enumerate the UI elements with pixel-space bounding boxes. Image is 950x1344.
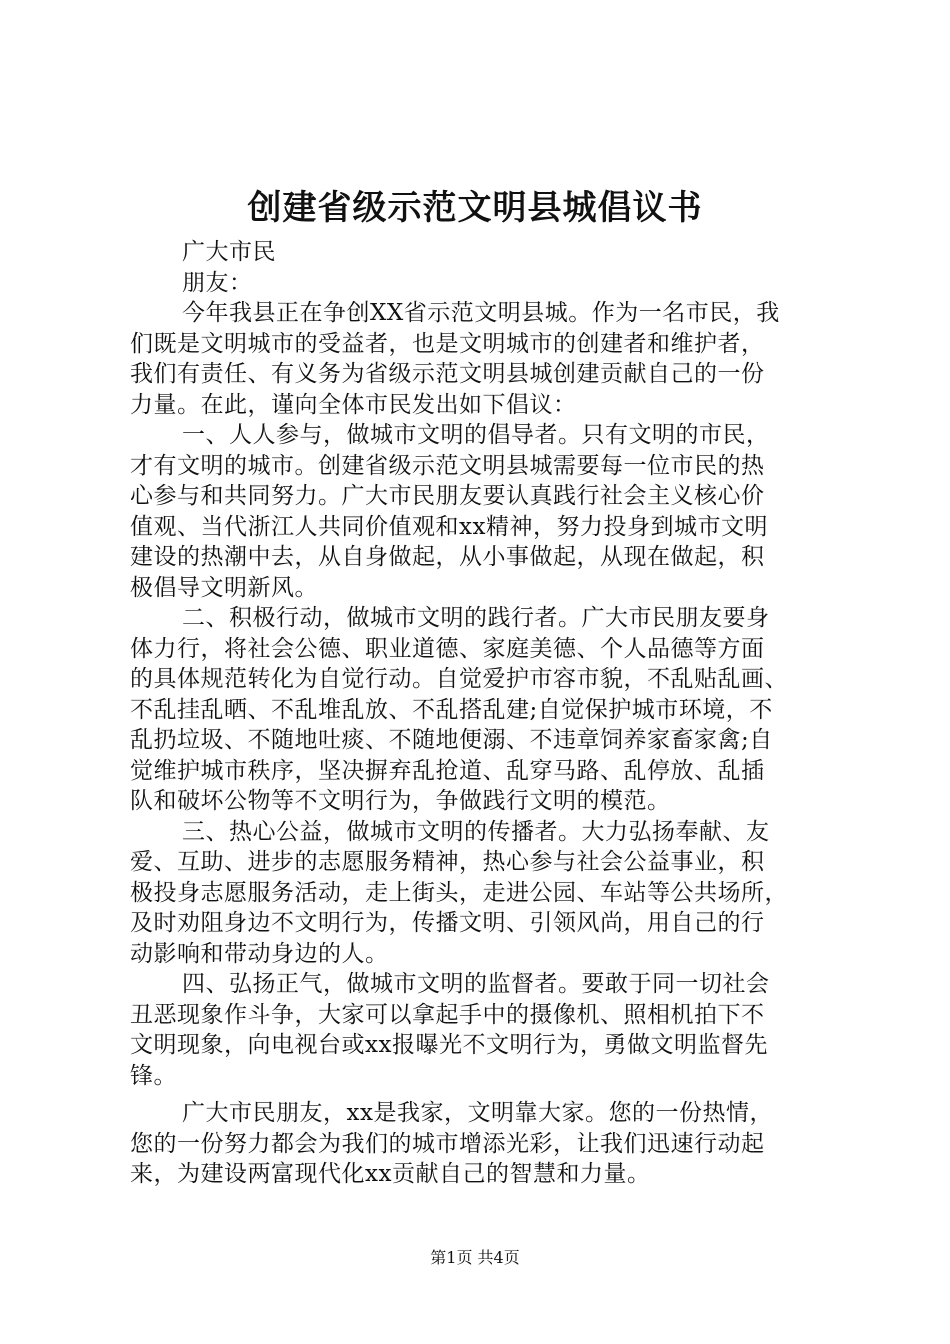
paragraph-line: 们既是文明城市的受益者，也是文明城市的创建者和维护者，	[130, 330, 765, 357]
paragraph-line: 觉维护城市秩序，坚决摒弃乱抢道、乱穿马路、乱停放、乱插	[130, 757, 765, 784]
paragraph-line: 乱扔垃圾、不随地吐痰、不随地便溺、不违章饲养家畜家禽;自	[130, 727, 773, 753]
paragraph-line: 四、弘扬正气，做城市文明的监督者。要敢于同一切社会	[182, 971, 770, 997]
paragraph-line: 我们有责任、有义务为省级示范文明县城创建贡献自己的一份	[130, 361, 765, 387]
paragraph-line: 极投身志愿服务活动，走上街头，走进公园、车站等公共场所，	[130, 879, 788, 906]
paragraph-line: 心参与和共同努力。广大市民朋友要认真践行社会主义核心价	[130, 483, 765, 509]
paragraph-line: 队和破坏公物等不文明行为，争做践行文明的模范。	[130, 788, 671, 814]
paragraph-line: 文明现象，向电视台或xx报曝光不文明行为，勇做文明监督先	[130, 1032, 768, 1058]
greeting-line: 朋友：	[182, 269, 253, 296]
paragraph-line: 的具体规范转化为自觉行动。自觉爱护市容市貌，不乱贴乱画、	[130, 666, 788, 692]
paragraph-line: 三、热心公益，做城市文明的传播者。大力弘扬奉献、友	[182, 818, 770, 845]
paragraph-line: 极倡导文明新风。	[130, 574, 318, 601]
paragraph-line: 动影响和带动身边的人。	[130, 940, 389, 967]
greeting-line: 广大市民	[182, 239, 276, 265]
paragraph-line: 力量。在此，谨向全体市民发出如下倡议：	[130, 391, 577, 418]
paragraph-line: 二、积极行动，做城市文明的践行者。广大市民朋友要身	[182, 605, 770, 631]
paragraph-line: 建设的热潮中去，从自身做起，从小事做起，从现在做起，积	[130, 544, 765, 570]
paragraph-line: 丑恶现象作斗争，大家可以拿起手中的摄像机、照相机拍下不	[130, 1001, 765, 1028]
paragraph-line: 一、人人参与，做城市文明的倡导者。只有文明的市民，	[182, 422, 770, 448]
paragraph-line: 来，为建设两富现代化xx贡献自己的智慧和力量。	[130, 1161, 651, 1187]
paragraph-line: 不乱挂乱晒、不乱堆乱放、不乱搭乱建;自觉保护城市环境，不	[130, 696, 773, 723]
page-number-footer: 第1页 共4页	[430, 1248, 520, 1267]
paragraph-line: 今年我县正在争创XX省示范文明县城。作为一名市民，我	[182, 300, 780, 326]
paragraph-line: 值观、当代浙江人共同价值观和xx精神，努力投身到城市文明	[130, 513, 768, 540]
paragraph-line: 才有文明的城市。创建省级示范文明县城需要每一位市民的热	[130, 452, 765, 479]
paragraph-line: 体力行，将社会公德、职业道德、家庭美德、个人品德等方面	[130, 635, 765, 662]
document-title: 创建省级示范文明县城倡议书	[247, 188, 703, 228]
paragraph-line: 爱、互助、进步的志愿服务精神，热心参与社会公益事业，积	[130, 849, 765, 875]
paragraph-line: 您的一份努力都会为我们的城市增添光彩，让我们迅速行动起	[130, 1130, 765, 1157]
document-body	[130, 237, 830, 1190]
paragraph-line: 及时劝阻身边不文明行为，传播文明、引领风尚，用自己的行	[130, 910, 765, 936]
paragraph-line: 广大市民朋友，xx是我家，文明靠大家。您的一份热情，	[182, 1100, 773, 1126]
paragraph-line: 锋。	[130, 1062, 177, 1089]
